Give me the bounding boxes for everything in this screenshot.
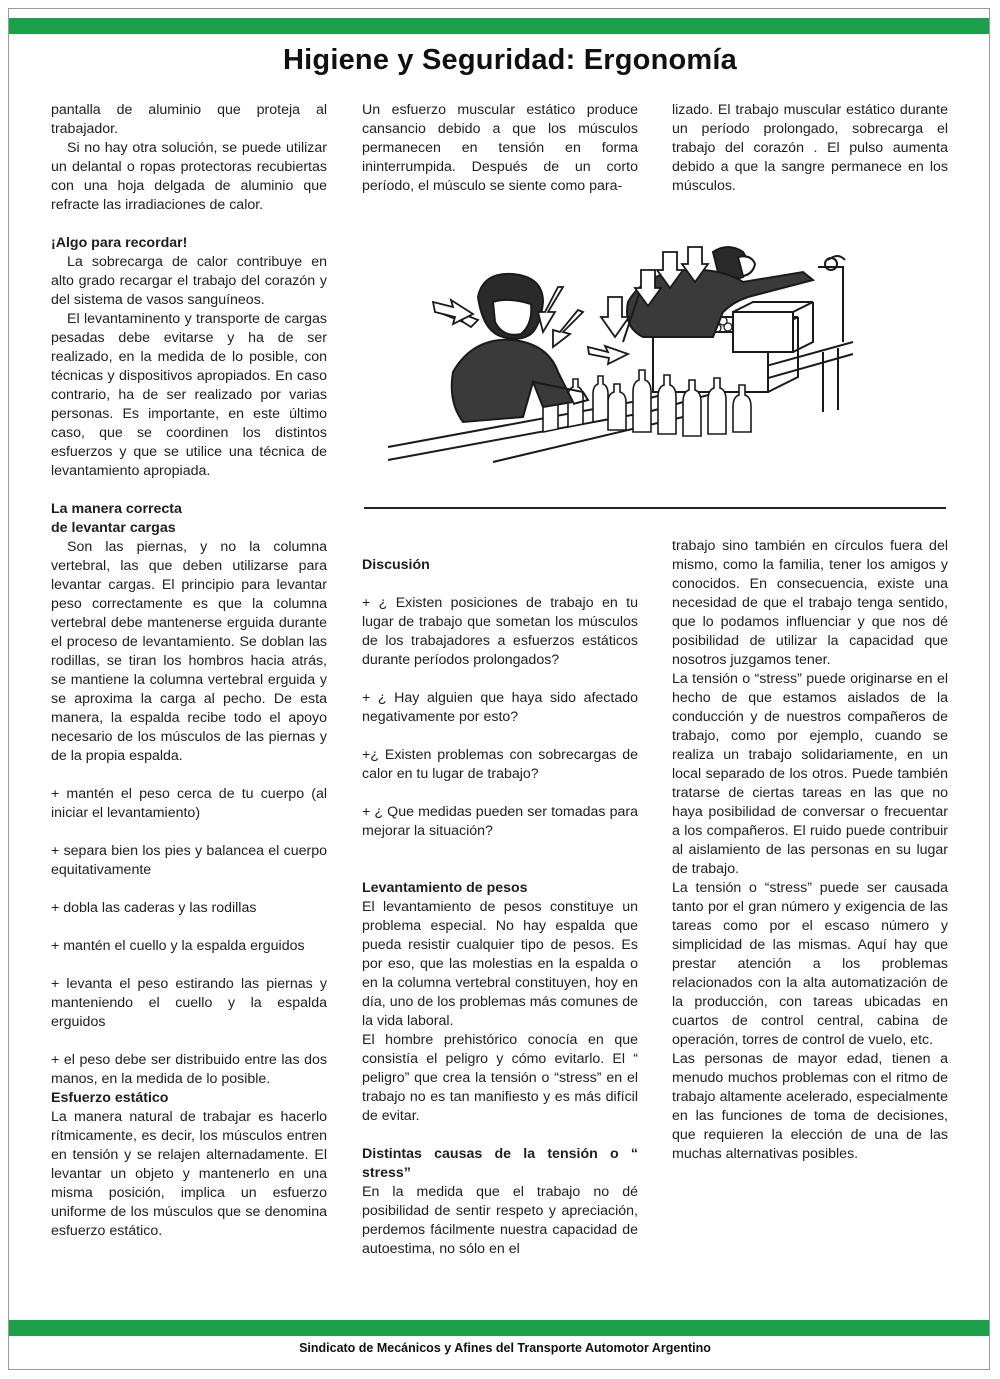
paragraph: lizado. El trabajo muscular estático durante un período prolongado, sobrecarga el trabajo del corazón . El pulso aumenta debido a que la sangre permanece en los músculos. (672, 102, 948, 194)
section-heading-remember: ¡Algo para recordar! (51, 235, 188, 251)
paragraph: Las personas de mayor edad, tienen a menudo muchos problemas con el ritmo de trabajo altamente acelerado, especialmente en las funciones de toma de decisiones, que requieren la elección de una de las muchas alternativas posibles. (672, 1051, 948, 1162)
section-heading-discussion: Discusión (362, 557, 430, 573)
page-title: Higiene y Seguridad: Ergonomía (283, 44, 737, 76)
paragraph: La sobrecarga de calor contribuye en alto grado recargar el trabajo del corazón y del sistema de vasos sanguíneos. (51, 254, 327, 308)
section-heading-lifting-line2: de levantar cargas (51, 520, 176, 536)
paragraph: La tensión o “stress” puede originarse en el hecho de que estamos aislados de la conducción y de nuestros compañeros de trabajo, como por ejemplo, cuando se realiza un trabajo solidariamente, en un local separado de los otros. Puede también tratarse de ciertas tareas en las que no haya posibilidad de conversar o frecuentar a los compañeros. El ruido puede contribuir al aislamiento de las personas en su lugar de trabajo. (672, 671, 948, 877)
tips-list (51, 785, 327, 1089)
footer-green-bar (9, 1320, 989, 1336)
list-item: + mantén el cuello y la espalda erguidos (51, 938, 305, 954)
section-heading-lifting: La manera correcta (51, 501, 182, 517)
paragraph: Un esfuerzo muscular estático produce cansancio debido a que los músculos permanecen en tensión en forma ininterrumpida. Después de un corto período, el músculo se siente como para- (362, 102, 638, 194)
section-heading-weights: Levantamiento de pesos (362, 880, 528, 896)
paragraph: Si no hay otra solución, se puede utilizar un delantal o ropas protectoras recubiertas con una hoja delgada de aluminio que refracte las irradiaciones de calor. (51, 140, 327, 213)
column-2-top (362, 101, 638, 196)
header-green-bar (9, 18, 989, 34)
list-item: + separa bien los pies y balancea el cuerpo equitativamente (51, 843, 327, 878)
footer-text: Sindicato de Mecánicos y Afines del Transporte Automotor Argentino (299, 1341, 711, 1355)
section-heading-stress: Distintas causas de la tensión o “ stress” (362, 1146, 638, 1181)
column-3-top (672, 101, 948, 196)
workers-illustration (383, 242, 863, 498)
column-3-bottom (672, 537, 948, 1164)
paragraph: Son las piernas, y no la columna vertebral, las que deben utilizarse para levantar cargas. El principio para levantar peso correctamente es que la columna vertebral debe mantenerse erguida durante el proceso de levantamiento. Se doblan las rodillas, se tiran los hombros hacia atrás, se mantiene la columna vertebral erguida y se aproxima la carga al pecho. De esta manera, la espalda recibe todo el apoyo necesario de los músculos de las piernas y de la propia espalda. (51, 539, 327, 764)
paragraph: El levantaminento y transporte de cargas pesadas debe evitarse y ha de ser realizado, en la medida de lo posible, con técnicas y dispositivos apropiados. En caso contrario, ha de ser realizado por varias personas. Es importante, en este último caso, que se coordinen los distintos esfuerzos y que se utilice una técnica de levantamiento apropiada. (51, 311, 327, 479)
list-item: + levanta el peso estirando las piernas y manteniendo el cuello y la espalda erguidos (51, 976, 327, 1030)
paragraph: pantalla de aluminio que proteja al trabajador. (51, 102, 327, 137)
question-item: + ¿ Existen posiciones de trabajo en tu lugar de trabajo que sometan los músculos de los trabajadores a esfuerzos estáticos durante períodos prolongados? (362, 595, 638, 668)
question-item: + ¿ Hay alguien que haya sido afectado negativamente por esto? (362, 690, 638, 725)
list-item: + dobla las caderas y las rodillas (51, 900, 257, 916)
paragraph: trabajo sino también en círculos fuera del mismo, como la familia, tener los amigos y conocidos. En consecuencia, existe una necesidad de que el trabajo tenga sentido, que lo podamos influenciar y que nos dé posibilidad de utilizar la capacidad que nosotros juzgamos tener. (672, 538, 948, 668)
section-heading-static: Esfuerzo estático (51, 1090, 169, 1106)
paragraph: En la medida que el trabajo no dé posibilidad de sentir respeto y apreciación, perdemos fácilmente nuestra capacidad de autoestima, no sólo en el (362, 1184, 638, 1257)
column-2-bottom (362, 556, 638, 1259)
paragraph: El hombre prehistórico conocía en que consistía el peligro y cómo evitarlo. El “ peligro” que crea la tensión o “stress” en el trabajo no es tan manifiesto y es más difícil de evitar. (362, 1032, 638, 1124)
list-item: + el peso debe ser distribuido entre las dos manos, en la medida de lo posible. (51, 1052, 327, 1087)
list-item: + mantén el peso cerca de tu cuerpo (al iniciar el levantamiento) (51, 786, 327, 821)
paragraph: La manera natural de trabajar es hacerlo rítmicamente, es decir, los músculos entren en tensión y se relajen alternadamente. El levantar un objeto y mantenerlo en una misma posición, implica un esfuerzo uniforme de los músculos que se denomina esfuerzo estático. (51, 1109, 327, 1239)
horizontal-rule (364, 507, 946, 509)
paragraph: La tensión o “stress” puede ser causada tanto por el gran número y exigencia de las tareas como por el escaso número y simplicidad de las mismas. Aquí hay que prestar atención a los problemas relacionados con la alta automatización de la producción, con tareas ubicadas en cuartos de control central, cabina de operación, torres de control de vuelo, etc. (672, 880, 948, 1048)
paragraph: El levantamiento de pesos constituye un problema especial. No hay espalda que pueda resistir cualquier tipo de pesos. Es por eso, que las molestias en la espalda o en la columna vertebral constituyen, hoy en día, uno de los problemas más comunes de la vida laboral. (362, 899, 638, 1029)
question-item: +¿ Existen problemas con sobrecargas de calor en tu lugar de trabajo? (362, 747, 638, 782)
question-item: + ¿ Que medidas pueden ser tomadas para mejorar la situación? (362, 804, 638, 839)
column-1 (51, 101, 327, 1241)
